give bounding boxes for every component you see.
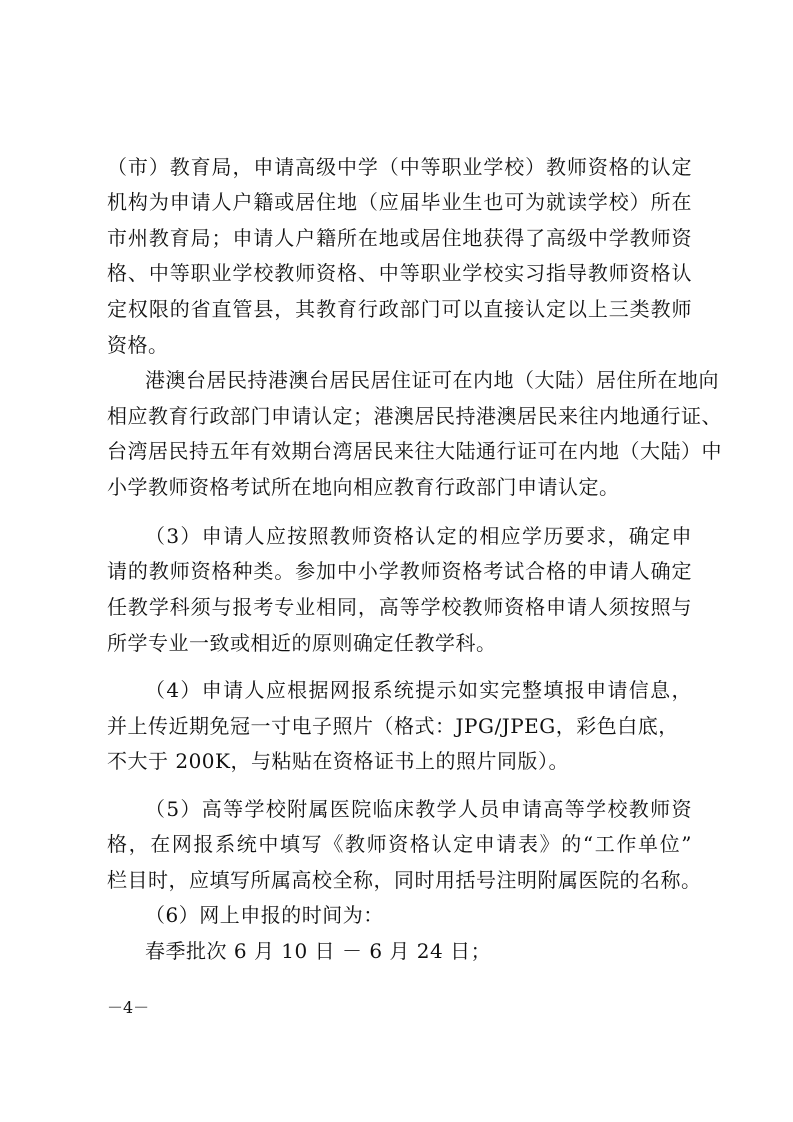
text-line: 请的教师资格种类。参加中小学教师资格考试合格的申请人确定 — [107, 559, 692, 583]
paragraph-first-line: 春季批次 6 月 10 日 － 6 月 24 日； — [145, 939, 492, 963]
text-line: 小学教师资格考试所在地向相应教育行政部门申请认定。 — [107, 475, 620, 499]
text-line: 机构为申请人户籍或居住地（应届毕业生也可为就读学校）所在 — [107, 190, 692, 214]
text-line: 定权限的省直管县，其教育行政部门可以直接认定以上三类教师 — [107, 297, 692, 321]
text-line: 任教学科须与报考专业相同，高等学校教师资格申请人须按照与 — [107, 595, 692, 619]
text-line: 资格。 — [107, 333, 169, 357]
text-line: 不大于 200K，与粘贴在资格证书上的照片同版）。 — [107, 749, 569, 773]
text-line: 台湾居民持五年有效期台湾居民来往大陆通行证可在内地（大陆）中 — [107, 439, 722, 463]
paragraph-first-line: （6）网上申报的时间为： — [145, 903, 384, 927]
page-number: －4－ — [107, 998, 150, 1017]
text-line: 并上传近期免冠一寸电子照片（格式：JPG/JPEG，彩色白底， — [107, 714, 679, 738]
paragraph-first-line: （4）申请人应根据网报系统提示如实完整填报申请信息， — [145, 678, 692, 702]
text-line: （市）教育局，申请高级中学（中等职业学校）教师资格的认定 — [107, 155, 692, 179]
paragraph-first-line: （3）申请人应按照教师资格认定的相应学历要求，确定申 — [145, 524, 692, 548]
text-line: 相应教育行政部门申请认定；港澳居民持港澳居民来往内地通行证、 — [107, 404, 722, 428]
paragraph-first-line: （5）高等学校附属医院临床教学人员申请高等学校教师资 — [145, 797, 692, 821]
text-line: 格，在网报系统中填写《教师资格认定申请表》的“工作单位” — [107, 832, 692, 856]
paragraph-first-line: 港澳台居民持港澳台居民居住证可在内地（大陆）居住所在地向 — [145, 368, 719, 392]
text-line: 栏目时，应填写所属高校全称，同时用括号注明附属医院的名称。 — [107, 868, 702, 892]
text-line: 所学专业一致或相近的原则确定任教学科。 — [107, 631, 497, 655]
text-line: 市州教育局；申请人户籍所在地或居住地获得了高级中学教师资 — [107, 226, 692, 250]
text-line: 格、中等职业学校教师资格、中等职业学校实习指导教师资格认 — [107, 261, 692, 285]
